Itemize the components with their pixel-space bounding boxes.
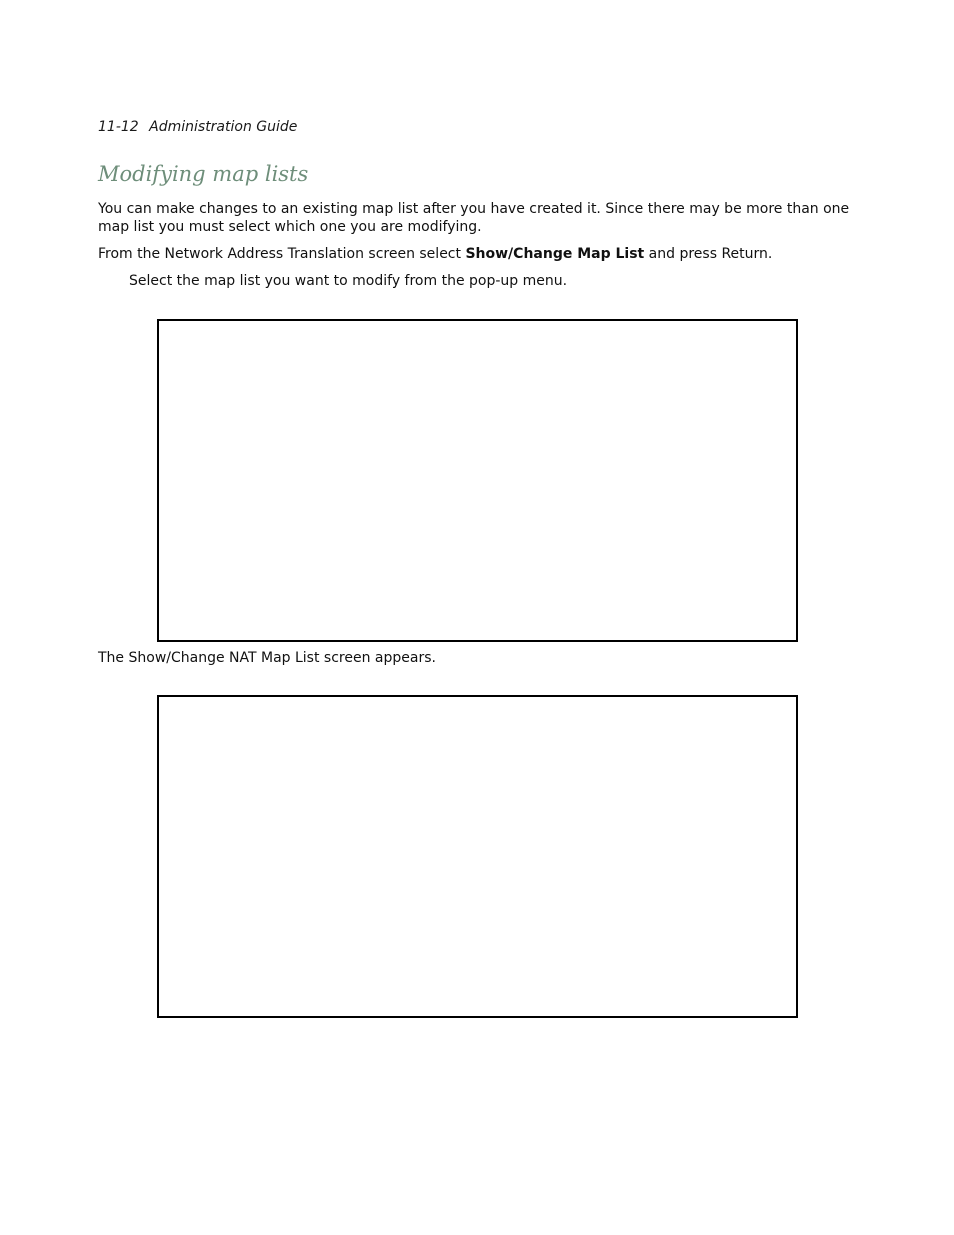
step-1-paragraph [98, 245, 868, 263]
step-1-suffix: and press Return. [644, 246, 773, 262]
running-head [98, 119, 297, 135]
guide-title: Administration Guide [149, 119, 298, 135]
section-title: Modifying map lists [98, 162, 309, 186]
page-number: 11-12 [98, 119, 139, 135]
step-1-prefix: From the Network Address Translation screen select [98, 246, 466, 262]
popup-menu-screenshot-placeholder [157, 319, 798, 642]
intro-paragraph: You can make changes to an existing map list after you have created it. Since there may be more than one map list you must select which one you are modifying. [98, 201, 850, 235]
step-2-paragraph: Select the map list you want to modify from the pop-up menu. [129, 273, 568, 289]
result-paragraph: The Show/Change NAT Map List screen appears. [98, 650, 436, 666]
map-list-screen-screenshot-placeholder [157, 695, 798, 1018]
menu-option-name: Show/Change Map List [465, 246, 645, 262]
